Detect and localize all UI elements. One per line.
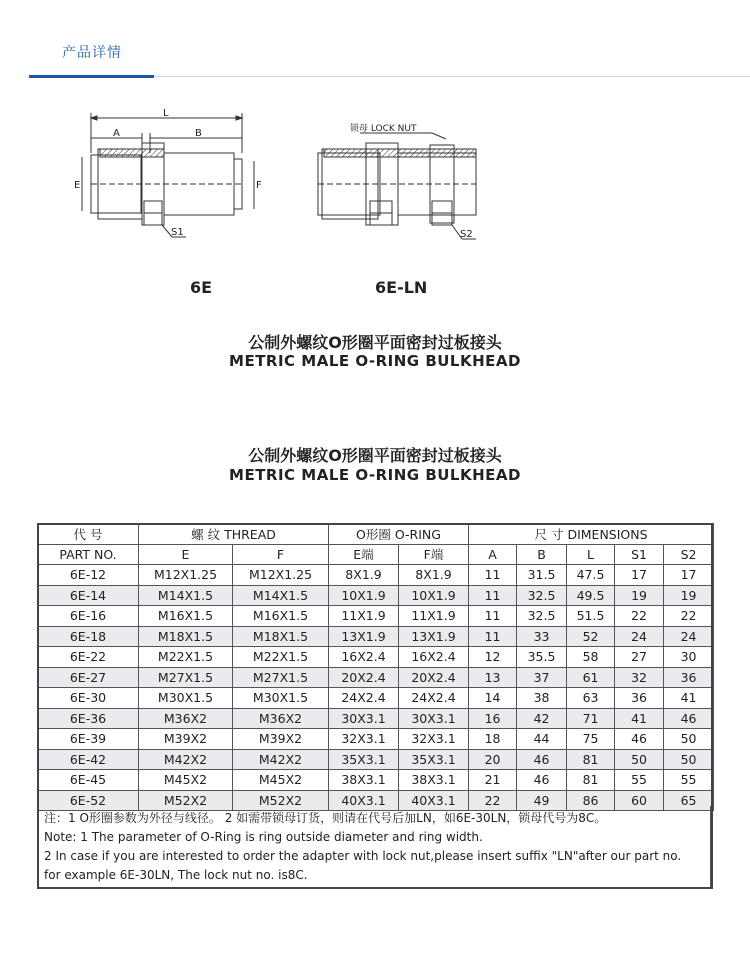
table-cell: 40X3.1 — [329, 790, 399, 811]
note-line-1: 注：1 O形圈参数为外径与线径。 2 如需带锁母订货，则请在代号后加LN，如6E-30LN，锁母代号为8C。 — [44, 811, 607, 825]
table-cell: M30X1.5 — [233, 688, 329, 709]
table-cell: 30 — [664, 647, 714, 668]
table-cell: 16X2.4 — [399, 647, 469, 668]
table-cell: 63 — [567, 688, 615, 709]
table-cell: M12X1.25 — [233, 565, 329, 586]
subheader-part-no: PART NO. — [38, 544, 139, 565]
table-cell: 49 — [517, 790, 567, 811]
table-cell: 30X3.1 — [329, 708, 399, 729]
table-cell: 17 — [664, 565, 714, 586]
table-cell: 61 — [567, 667, 615, 688]
dim-a-label: A — [113, 128, 120, 139]
dim-s1-label: S1 — [171, 227, 184, 238]
table-cell: 20X2.4 — [329, 667, 399, 688]
table-cell: 16X2.4 — [329, 647, 399, 668]
table-cell: M12X1.25 — [139, 565, 233, 586]
table-cell: 81 — [567, 770, 615, 791]
table-cell: 60 — [615, 790, 664, 811]
table-cell: 55 — [664, 770, 714, 791]
table-cell: M16X1.5 — [139, 606, 233, 627]
drawing-6e — [82, 113, 254, 237]
header-dimensions: 尺 寸 DIMENSIONS — [469, 524, 714, 545]
table-row — [38, 647, 714, 668]
table-cell: 6E-18 — [38, 626, 139, 647]
table-cell: 44 — [517, 729, 567, 750]
table-row — [38, 749, 714, 770]
table-cell: 65 — [664, 790, 714, 811]
dim-f-label: F — [256, 180, 262, 191]
table-cell: 6E-12 — [38, 565, 139, 586]
table-cell: M22X1.5 — [233, 647, 329, 668]
table-cell: 75 — [567, 729, 615, 750]
table-cell: 27 — [615, 647, 664, 668]
table-cell: 46 — [517, 770, 567, 791]
drawing-6e-ln — [318, 133, 476, 239]
table-cell: 10X1.9 — [329, 585, 399, 606]
table-cell: 36 — [664, 667, 714, 688]
note-line-3: 2 In case if you are interested to order the adapter with lock nut,please insert suffix "LN"after our part no. — [44, 849, 682, 863]
table-cell: 81 — [567, 749, 615, 770]
table-cell: 32X3.1 — [329, 729, 399, 750]
table-cell: 50 — [664, 729, 714, 750]
notes-box — [37, 806, 711, 888]
table-cell: M42X2 — [233, 749, 329, 770]
table-cell: 17 — [615, 565, 664, 586]
table-cell: 41 — [615, 708, 664, 729]
table-cell: 49.5 — [567, 585, 615, 606]
table-cell: M16X1.5 — [233, 606, 329, 627]
table-header-row — [38, 524, 714, 545]
table-cell: 6E-52 — [38, 790, 139, 811]
table-cell: 52 — [567, 626, 615, 647]
subheader-a: A — [469, 544, 517, 565]
header-title: 产品详情 — [62, 45, 122, 61]
lock-nut-label: 锁母 LOCK NUT — [350, 124, 417, 134]
table-cell: M39X2 — [233, 729, 329, 750]
table-cell: 86 — [567, 790, 615, 811]
table-row — [38, 585, 714, 606]
table-cell: 41 — [664, 688, 714, 709]
table-cell: 11X1.9 — [399, 606, 469, 627]
note-line-4: for example 6E-30LN, The lock nut no. is8C. — [44, 868, 308, 882]
note-line-2: Note: 1 The parameter of O-Ring is ring outside diameter and ring width. — [44, 830, 483, 844]
table-cell: 32X3.1 — [399, 729, 469, 750]
table-cell: 20X2.4 — [399, 667, 469, 688]
table-cell: 38 — [517, 688, 567, 709]
subheader-b: B — [517, 544, 567, 565]
table-cell: 6E-14 — [38, 585, 139, 606]
table-cell: 50 — [664, 749, 714, 770]
table-cell: 19 — [664, 585, 714, 606]
table-cell: M22X1.5 — [139, 647, 233, 668]
table-cell: 18 — [469, 729, 517, 750]
table-cell: M18X1.5 — [233, 626, 329, 647]
upper-title-en: METRIC MALE O-RING BULKHEAD — [229, 352, 521, 370]
subheader-l: L — [567, 544, 615, 565]
subheader-e: E — [139, 544, 233, 565]
table-cell: 11 — [469, 565, 517, 586]
table-cell: 35X3.1 — [399, 749, 469, 770]
table-cell: 6E-30 — [38, 688, 139, 709]
table-row — [38, 565, 714, 586]
header-code: 代 号 — [38, 524, 139, 545]
table-cell: 13X1.9 — [399, 626, 469, 647]
header-accent-bar — [29, 75, 154, 78]
table-cell: 71 — [567, 708, 615, 729]
table-cell: 11 — [469, 626, 517, 647]
table-cell: 16 — [469, 708, 517, 729]
table-cell: 21 — [469, 770, 517, 791]
table-cell: 46 — [517, 749, 567, 770]
table-cell: 10X1.9 — [399, 585, 469, 606]
table-cell: M52X2 — [233, 790, 329, 811]
table-cell: 6E-42 — [38, 749, 139, 770]
table-cell: 46 — [615, 729, 664, 750]
subheader-s1: S1 — [615, 544, 664, 565]
header-oring: O形圈 O-RING — [329, 524, 469, 545]
table-cell: 24X2.4 — [399, 688, 469, 709]
table-cell: M36X2 — [139, 708, 233, 729]
table-cell: 22 — [469, 790, 517, 811]
table-cell: 6E-22 — [38, 647, 139, 668]
lower-title-cn: 公制外螺纹O形圈平面密封过板接头 — [248, 446, 502, 465]
table-cell: 13X1.9 — [329, 626, 399, 647]
table-cell: 24X2.4 — [329, 688, 399, 709]
table-cell: M27X1.5 — [139, 667, 233, 688]
table-cell: 13 — [469, 667, 517, 688]
dim-b-label: B — [195, 128, 202, 139]
table-subheader-row — [38, 544, 714, 565]
table-cell: 6E-45 — [38, 770, 139, 791]
table-cell: 19 — [615, 585, 664, 606]
dim-s2-label: S2 — [460, 229, 473, 240]
dim-l-label: L — [163, 108, 169, 119]
table-cell: 51.5 — [567, 606, 615, 627]
table-cell: 6E-16 — [38, 606, 139, 627]
table-cell: 47.5 — [567, 565, 615, 586]
table-cell: 12 — [469, 647, 517, 668]
table-cell: 32 — [615, 667, 664, 688]
table-cell: 20 — [469, 749, 517, 770]
table-cell: M42X2 — [139, 749, 233, 770]
table-cell: 11 — [469, 606, 517, 627]
table-cell: 55 — [615, 770, 664, 791]
table-cell: M14X1.5 — [139, 585, 233, 606]
table-cell: 11X1.9 — [329, 606, 399, 627]
table-cell: 24 — [615, 626, 664, 647]
table-cell: M30X1.5 — [139, 688, 233, 709]
table-cell: 30X3.1 — [399, 708, 469, 729]
table-cell: M45X2 — [233, 770, 329, 791]
table-cell: 35X3.1 — [329, 749, 399, 770]
dim-e-label: E — [74, 180, 81, 191]
table-cell: 24 — [664, 626, 714, 647]
table-cell: M27X1.5 — [233, 667, 329, 688]
table-row — [38, 708, 714, 729]
table-cell: 37 — [517, 667, 567, 688]
table-cell: 42 — [517, 708, 567, 729]
table-row — [38, 770, 714, 791]
table-row — [38, 667, 714, 688]
table-cell: 14 — [469, 688, 517, 709]
table-cell: 58 — [567, 647, 615, 668]
subheader-f-end: F端 — [399, 544, 469, 565]
table-cell: 32.5 — [517, 585, 567, 606]
table-cell: 6E-39 — [38, 729, 139, 750]
lower-title-en: METRIC MALE O-RING BULKHEAD — [229, 466, 521, 484]
table-cell: 40X3.1 — [399, 790, 469, 811]
table-cell: 22 — [664, 606, 714, 627]
table-row — [38, 688, 714, 709]
subheader-e-end: E端 — [329, 544, 399, 565]
table-cell: 33 — [517, 626, 567, 647]
table-cell: 36 — [615, 688, 664, 709]
spec-table — [37, 523, 714, 811]
table-cell: 50 — [615, 749, 664, 770]
table-cell: M18X1.5 — [139, 626, 233, 647]
table-cell: 11 — [469, 585, 517, 606]
table-cell: M36X2 — [233, 708, 329, 729]
table-cell: 8X1.9 — [329, 565, 399, 586]
table-cell: 38X3.1 — [399, 770, 469, 791]
table-cell: 8X1.9 — [399, 565, 469, 586]
table-row — [38, 606, 714, 627]
table-cell: 6E-36 — [38, 708, 139, 729]
table-cell: M39X2 — [139, 729, 233, 750]
table-cell: 32.5 — [517, 606, 567, 627]
table-cell: M45X2 — [139, 770, 233, 791]
table-cell: 22 — [615, 606, 664, 627]
table-cell: 46 — [664, 708, 714, 729]
table-cell: M14X1.5 — [233, 585, 329, 606]
table-cell: 6E-27 — [38, 667, 139, 688]
technical-drawing — [60, 105, 500, 265]
table-cell: 38X3.1 — [329, 770, 399, 791]
header-thread: 螺 纹 THREAD — [139, 524, 329, 545]
upper-title-cn: 公制外螺纹O形圈平面密封过板接头 — [248, 333, 502, 352]
table-row — [38, 626, 714, 647]
table-cell: 31.5 — [517, 565, 567, 586]
table-cell: 35.5 — [517, 647, 567, 668]
subheader-f: F — [233, 544, 329, 565]
model-label-6e-ln: 6E-LN — [375, 278, 428, 297]
table-row — [38, 729, 714, 750]
table-cell: M52X2 — [139, 790, 233, 811]
subheader-s2: S2 — [664, 544, 714, 565]
table-body — [38, 565, 714, 811]
model-label-6e: 6E — [190, 278, 213, 297]
